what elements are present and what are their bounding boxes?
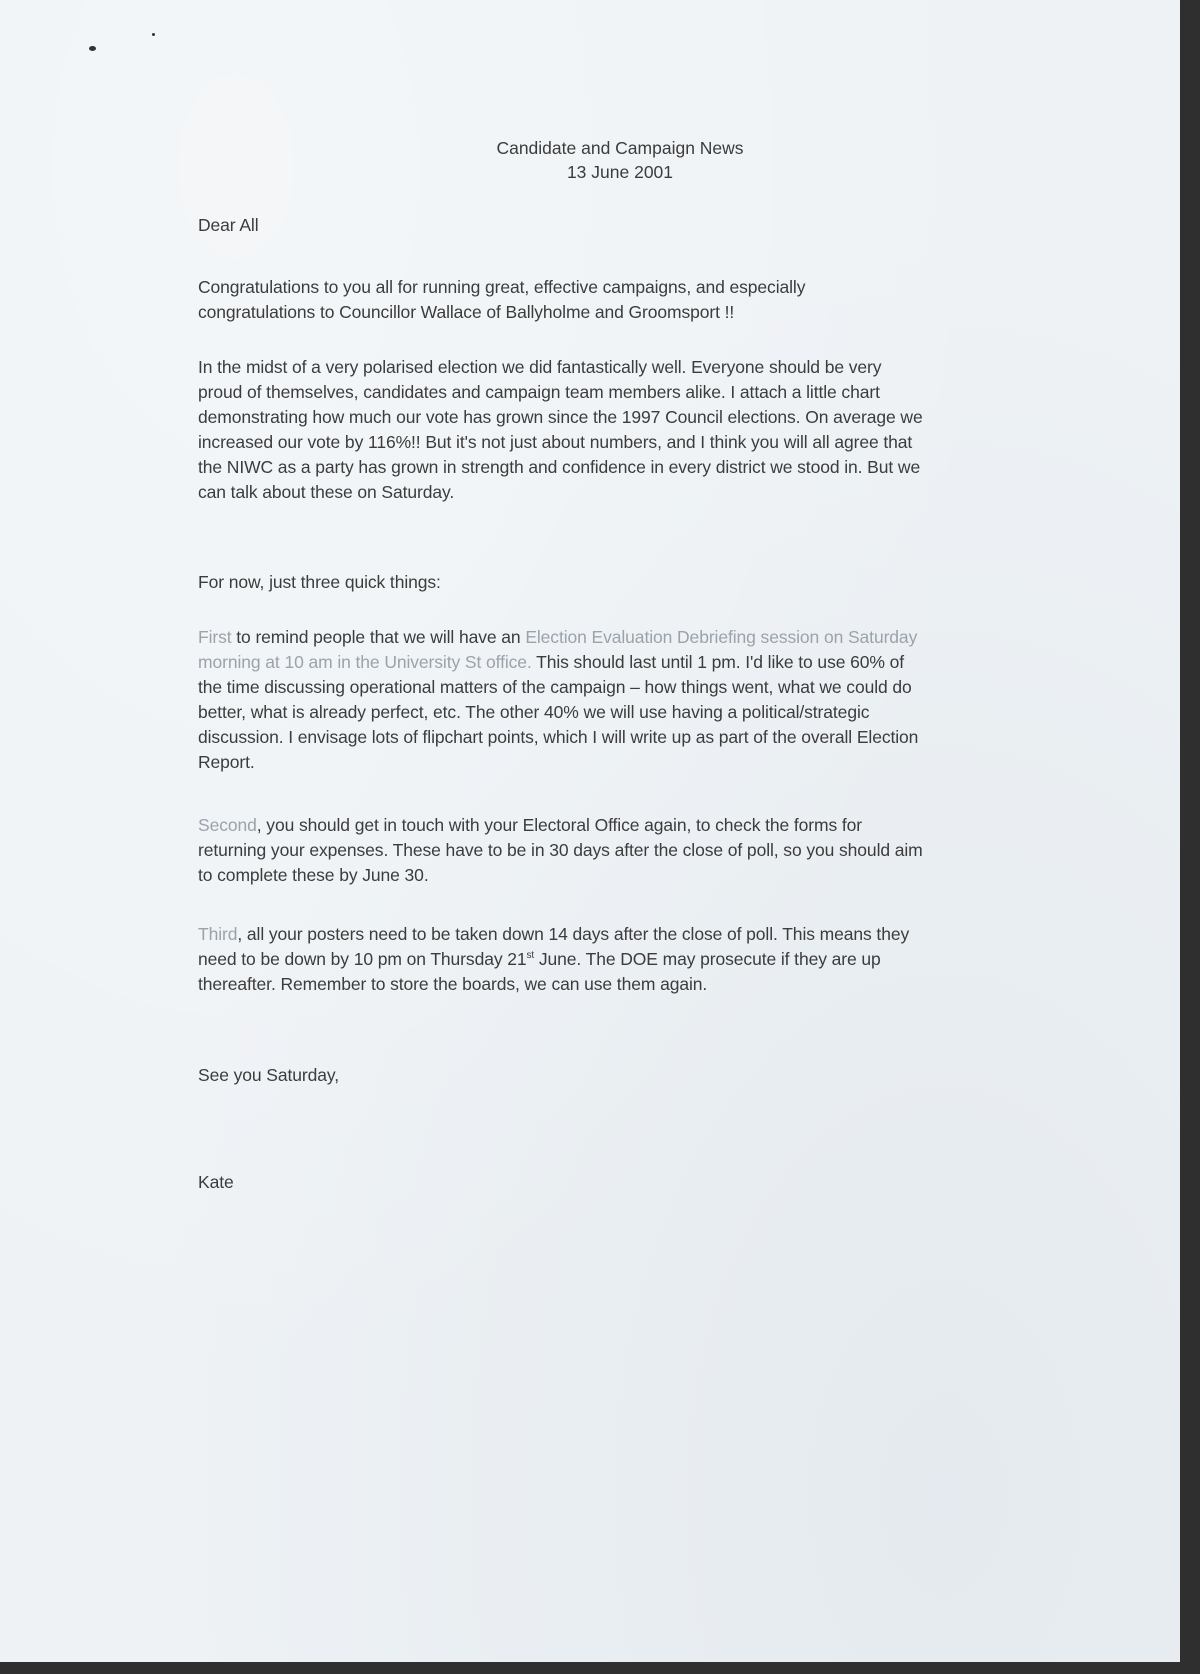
- paragraph-congratulations: Congratulations to you all for running great, effective campaigns, and especially congratulations to Councillor Wallace of Ballyholme and Groomsport !!: [198, 277, 806, 322]
- closing: See you Saturday,: [198, 1065, 339, 1085]
- paragraph-election-results: In the midst of a very polarised election we did fantastically well. Everyone should be very proud of themselves, candidates and campaign team members alike. I attach a little chart demonstrating how much our vote has grown since the 1997 Council elections. On average we increased our vote by 116%!! But it's not just about numbers, and I think you will all agree that the NIWC as a party has grown in strength and confidence in every district we stood in. But we can talk about these on Saturday.: [198, 357, 923, 502]
- ordinal-suffix: st: [526, 950, 535, 962]
- salutation: Dear All: [198, 215, 259, 235]
- second-label: Second: [198, 815, 257, 835]
- signature: Kate: [198, 1172, 234, 1192]
- session-time-location: morning at 10 am in the University St office.: [198, 652, 532, 672]
- third-label: Third: [198, 924, 238, 944]
- heading-date: 13 June 2001: [566, 162, 674, 182]
- debriefing-session: Election Evaluation Debriefing session on Saturday: [525, 627, 918, 647]
- paragraph-third: Third, all your posters need to be taken down 14 days after the close of poll. This means they need to be down by 10 pm on Thursday 21st June. The DOE may prosecute if they are up thereafter. Remember to store the boards, we can use them again.: [198, 924, 910, 994]
- scan-border-bottom: [0, 1662, 1200, 1674]
- paragraph-first: First to remind people that we will have an Election Evaluation Debriefing session on Saturday morning at 10 am in the University St office. This should last until 1 pm. I'd like to use 60% of the time discussing operational matters of the campaign – how things went, what we could do better, what is already perfect, etc. The other 40% we will use having a political/strategic discussion. I envisage lots of flipchart points, which I will write up as part of the overall Election Report.: [198, 627, 919, 772]
- heading-title: Candidate and Campaign News: [496, 138, 744, 158]
- scan-border-right: [1180, 0, 1200, 1674]
- paragraph-three-things: For now, just three quick things:: [198, 572, 441, 592]
- paragraph-second: Second, you should get in touch with your Electoral Office again, to check the forms for returning your expenses. These have to be in 30 days after the close of poll, so you should aim to complete these by June 30.: [198, 815, 923, 885]
- first-label: First: [198, 627, 232, 647]
